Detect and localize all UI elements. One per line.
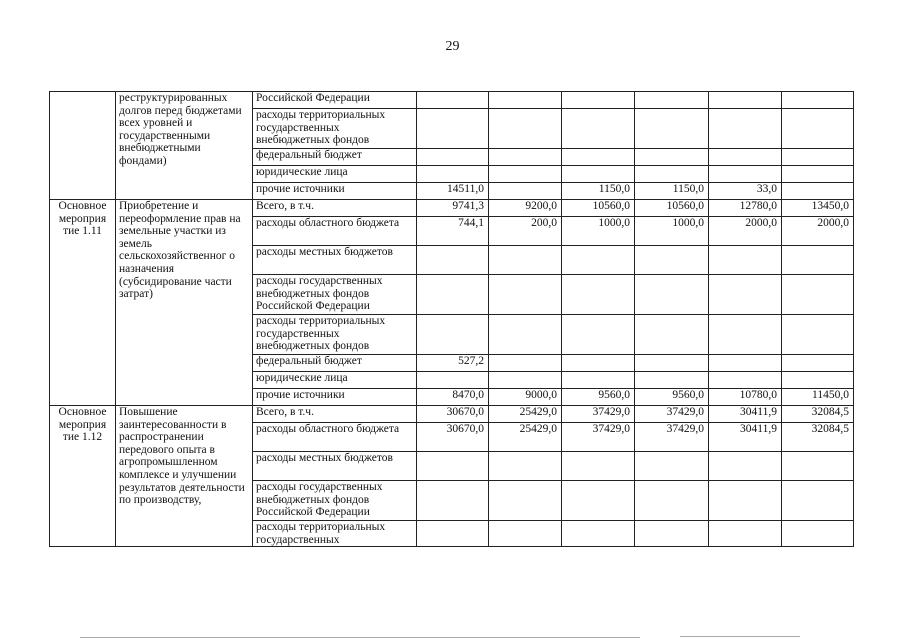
value-cell <box>782 109 854 149</box>
value-cell <box>782 521 854 547</box>
source-cell: расходы территориальных государственных <box>253 521 417 547</box>
value-cell <box>417 92 489 109</box>
value-cell <box>709 481 782 521</box>
value-cell <box>489 452 562 481</box>
value-cell <box>635 92 709 109</box>
source-cell: федеральный бюджет <box>253 355 417 372</box>
value-cell <box>782 355 854 372</box>
value-cell <box>635 452 709 481</box>
scan-artifact-line <box>680 636 800 637</box>
value-cell: 9000,0 <box>489 389 562 406</box>
value-cell <box>562 372 635 389</box>
value-cell <box>709 92 782 109</box>
value-cell <box>709 372 782 389</box>
value-cell: 32084,5 <box>782 406 854 423</box>
value-cell <box>782 149 854 166</box>
value-cell: 10560,0 <box>562 200 635 217</box>
value-cell <box>562 92 635 109</box>
value-cell <box>417 521 489 547</box>
value-cell <box>489 481 562 521</box>
value-cell: 37429,0 <box>635 423 709 452</box>
source-cell: расходы территориальных государственных внебюджетных фондов <box>253 109 417 149</box>
value-cell <box>709 521 782 547</box>
source-cell: расходы территориальных государственных внебюджетных фондов <box>253 315 417 355</box>
value-cell: 9741,3 <box>417 200 489 217</box>
table-row <box>50 92 854 109</box>
value-cell <box>417 372 489 389</box>
value-cell <box>417 246 489 275</box>
source-cell: федеральный бюджет <box>253 149 417 166</box>
value-cell <box>709 355 782 372</box>
value-cell: 2000,0 <box>709 217 782 246</box>
value-cell: 30411,9 <box>709 406 782 423</box>
value-cell: 32084,5 <box>782 423 854 452</box>
source-cell: расходы государственных внебюджетных фондов Российской Федерации <box>253 275 417 315</box>
value-cell <box>562 109 635 149</box>
value-cell: 9560,0 <box>635 389 709 406</box>
description-cell: Повышение заинтересованности в распространении передового опыта в агропромышленном комплексе и улучшении результатов деятельности по производству, <box>116 406 253 547</box>
value-cell: 37429,0 <box>562 406 635 423</box>
value-cell <box>489 92 562 109</box>
value-cell: 1150,0 <box>635 183 709 200</box>
scan-artifact-line <box>80 637 640 638</box>
value-cell <box>562 481 635 521</box>
description-cell: Приобретение и переоформление прав на земельные участки из земель сельскохозяйственног о назначения (субсидирование части затрат) <box>116 200 253 406</box>
measure-cell: Основное мероприя тие 1.12 <box>50 406 116 547</box>
value-cell <box>417 149 489 166</box>
value-cell <box>489 315 562 355</box>
value-cell: 30670,0 <box>417 423 489 452</box>
value-cell <box>782 452 854 481</box>
value-cell <box>709 315 782 355</box>
value-cell <box>635 166 709 183</box>
value-cell: 13450,0 <box>782 200 854 217</box>
description-cell: реструктурированных долгов перед бюджетами всех уровней и государственными внебюджетными фондами) <box>116 92 253 200</box>
value-cell <box>489 183 562 200</box>
value-cell <box>635 149 709 166</box>
value-cell: 37429,0 <box>635 406 709 423</box>
value-cell <box>562 452 635 481</box>
value-cell <box>709 149 782 166</box>
value-cell <box>417 315 489 355</box>
value-cell <box>709 452 782 481</box>
source-cell: расходы государственных внебюджетных фондов Российской Федерации <box>253 481 417 521</box>
source-cell: расходы местных бюджетов <box>253 246 417 275</box>
value-cell <box>782 481 854 521</box>
value-cell <box>562 275 635 315</box>
value-cell <box>709 275 782 315</box>
value-cell <box>782 183 854 200</box>
source-cell: расходы областного бюджета <box>253 217 417 246</box>
budget-table <box>49 91 854 547</box>
value-cell <box>562 355 635 372</box>
value-cell <box>782 166 854 183</box>
value-cell: 14511,0 <box>417 183 489 200</box>
source-cell: прочие источники <box>253 389 417 406</box>
value-cell: 8470,0 <box>417 389 489 406</box>
value-cell <box>782 275 854 315</box>
value-cell <box>417 166 489 183</box>
value-cell: 11450,0 <box>782 389 854 406</box>
value-cell <box>562 246 635 275</box>
value-cell <box>562 315 635 355</box>
value-cell <box>782 246 854 275</box>
source-cell: расходы местных бюджетов <box>253 452 417 481</box>
table-row <box>50 406 854 423</box>
measure-cell: Основное мероприя тие 1.11 <box>50 200 116 406</box>
page-number: 29 <box>445 39 460 54</box>
source-cell: юридические лица <box>253 166 417 183</box>
value-cell <box>709 166 782 183</box>
value-cell <box>489 109 562 149</box>
value-cell <box>562 166 635 183</box>
value-cell <box>635 315 709 355</box>
value-cell: 25429,0 <box>489 423 562 452</box>
value-cell <box>417 452 489 481</box>
source-cell: прочие источники <box>253 183 417 200</box>
value-cell: 744,1 <box>417 217 489 246</box>
value-cell <box>562 521 635 547</box>
value-cell: 30670,0 <box>417 406 489 423</box>
value-cell <box>489 521 562 547</box>
value-cell <box>489 166 562 183</box>
value-cell <box>635 109 709 149</box>
source-cell: Всего, в т.ч. <box>253 406 417 423</box>
value-cell <box>489 372 562 389</box>
value-cell <box>782 315 854 355</box>
value-cell: 527,2 <box>417 355 489 372</box>
value-cell <box>562 149 635 166</box>
value-cell <box>489 355 562 372</box>
value-cell: 9560,0 <box>562 389 635 406</box>
value-cell: 37429,0 <box>562 423 635 452</box>
value-cell <box>635 355 709 372</box>
value-cell: 1150,0 <box>562 183 635 200</box>
value-cell: 200,0 <box>489 217 562 246</box>
value-cell <box>782 372 854 389</box>
source-cell: юридические лица <box>253 372 417 389</box>
value-cell <box>489 149 562 166</box>
value-cell <box>635 372 709 389</box>
value-cell <box>417 275 489 315</box>
value-cell <box>489 275 562 315</box>
value-cell: 1000,0 <box>562 217 635 246</box>
value-cell: 10780,0 <box>709 389 782 406</box>
value-cell <box>709 109 782 149</box>
source-cell: Российской Федерации <box>253 92 417 109</box>
table-row <box>50 200 854 217</box>
value-cell: 25429,0 <box>489 406 562 423</box>
value-cell <box>489 246 562 275</box>
value-cell <box>709 246 782 275</box>
value-cell <box>417 109 489 149</box>
value-cell <box>635 521 709 547</box>
measure-cell <box>50 92 116 200</box>
value-cell: 33,0 <box>709 183 782 200</box>
value-cell: 30411,9 <box>709 423 782 452</box>
value-cell <box>635 275 709 315</box>
value-cell: 1000,0 <box>635 217 709 246</box>
value-cell <box>635 481 709 521</box>
value-cell: 12780,0 <box>709 200 782 217</box>
source-cell: расходы областного бюджета <box>253 423 417 452</box>
value-cell <box>782 92 854 109</box>
value-cell <box>417 481 489 521</box>
value-cell: 9200,0 <box>489 200 562 217</box>
value-cell: 10560,0 <box>635 200 709 217</box>
value-cell: 2000,0 <box>782 217 854 246</box>
source-cell: Всего, в т.ч. <box>253 200 417 217</box>
value-cell <box>635 246 709 275</box>
